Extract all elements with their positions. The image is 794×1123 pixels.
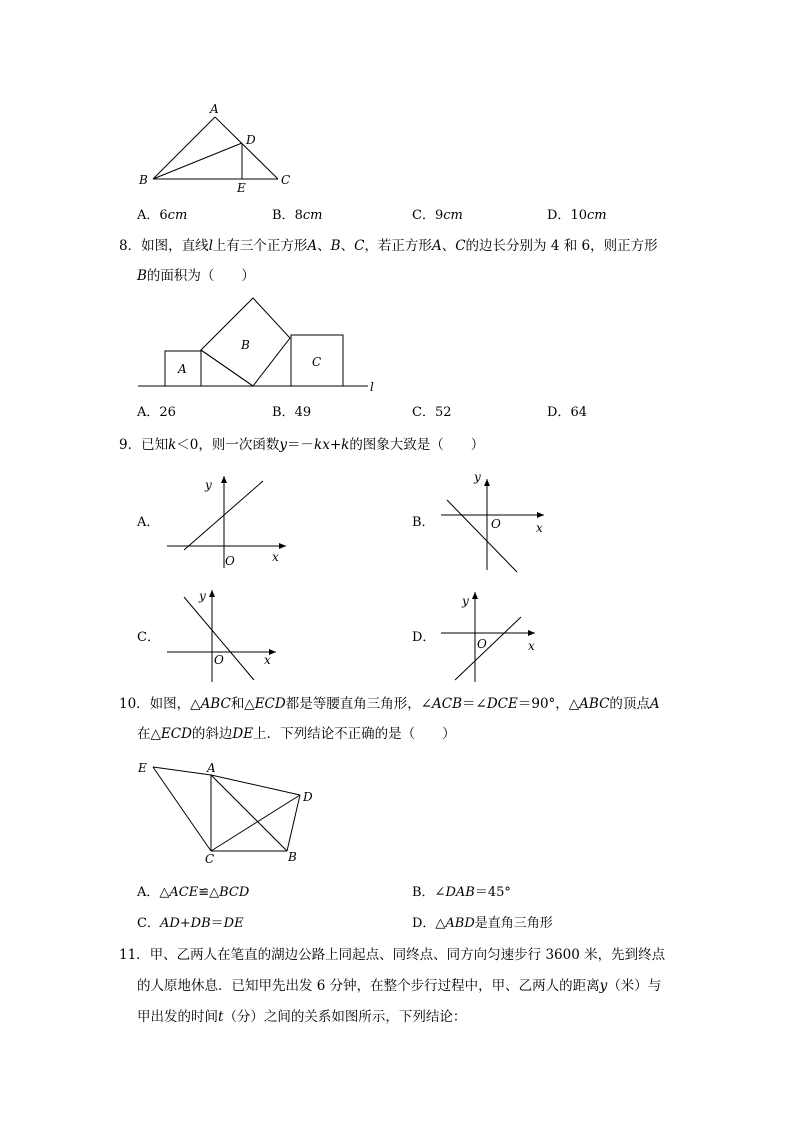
q9-stem: 9．已知k＜0，则一次函数y＝－kx+k的图象大致是（ ） [119, 437, 485, 453]
q9-option-b[interactable]: B． [412, 515, 435, 530]
q10-stem-line1: 10．如图，△ABC和△ECD都是等腰直角三角形，∠ACB＝∠DCE＝90°，△ABC的顶点A [119, 696, 660, 712]
q10-option-c[interactable]: C．AD+DB＝DE [137, 916, 244, 931]
q7-option-b[interactable]: B．8cm [272, 208, 323, 223]
q10-option-d[interactable]: D．△ABD是直角三角形 [412, 916, 553, 931]
q8-option-b[interactable]: B．49 [272, 405, 312, 420]
q11-stem-line1: 11．甲、乙两人在笔直的湖边公路上同起点、同终点、同方向匀速步行 3600 米，先到终点 [119, 947, 666, 963]
q9-c-origin-label: O [214, 653, 224, 667]
q10-label-a: A [207, 761, 216, 775]
q7-option-d[interactable]: D．10cm [547, 208, 607, 223]
q8-label-b: B [241, 338, 250, 352]
q8-stem-line2: B的面积为（ ） [137, 268, 255, 284]
q8-option-a[interactable]: A．26 [137, 405, 176, 420]
q9-a-y-label: y [205, 478, 212, 492]
q10-label-e: E [138, 761, 147, 775]
q8-label-a: A [178, 362, 187, 376]
q8-option-c[interactable]: C．52 [412, 405, 452, 420]
q9-graph-d [441, 592, 535, 682]
q7-label-d: D [246, 133, 256, 147]
q9-b-origin-label: O [491, 517, 501, 531]
q10-label-b: B [288, 850, 297, 864]
q9-d-y-label: y [462, 594, 469, 608]
q7-option-a[interactable]: A．6cm [137, 208, 188, 223]
q9-graph-a [167, 476, 286, 568]
q9-option-d[interactable]: D． [412, 630, 436, 645]
q9-option-c[interactable]: C． [137, 630, 160, 645]
q9-a-origin-label: O [225, 554, 235, 568]
q7-option-c[interactable]: C．9cm [412, 208, 463, 223]
q10-label-c: C [205, 852, 215, 866]
q9-a-x-label: x [272, 550, 279, 564]
q11-stem-line3: 甲出发的时间t（分）之间的关系如图所示，下列结论： [137, 1009, 467, 1025]
q7-label-e: E [237, 181, 246, 195]
q11-stem-line2: 的人原地休息．已知甲先出发 6 分钟，在整个步行过程中，甲、乙两人的距离y（米）与 [137, 978, 662, 994]
q10-option-a[interactable]: A．△ACE≌△BCD [137, 885, 250, 900]
q9-b-y-label: y [474, 470, 481, 484]
q9-d-origin-label: O [477, 637, 487, 651]
q10-option-b[interactable]: B．∠DAB＝45° [412, 885, 511, 900]
q8-label-c: C [312, 355, 322, 369]
q9-b-x-label: x [536, 521, 543, 535]
q9-graph-b [441, 479, 544, 572]
q7-label-c: C [281, 173, 291, 187]
q8-stem-line1: 8．如图，直线l上有三个正方形A、B、C，若正方形A、C的边长分别为 4 和 6，则正方形 [119, 238, 658, 254]
q10-label-d: D [303, 790, 313, 804]
q9-c-x-label: x [264, 653, 271, 667]
q8-option-d[interactable]: D．64 [547, 405, 587, 420]
q10-stem-line2: 在△ECD的斜边DE上．下列结论不正确的是（ ） [137, 726, 456, 742]
q9-c-y-label: y [199, 589, 206, 603]
q9-graph-c [167, 590, 276, 682]
q8-label-l: l [370, 380, 374, 394]
q9-option-a[interactable]: A． [137, 515, 160, 530]
q7-label-b: B [139, 173, 148, 187]
q9-d-x-label: x [528, 639, 535, 653]
q7-label-a: A [210, 102, 219, 116]
